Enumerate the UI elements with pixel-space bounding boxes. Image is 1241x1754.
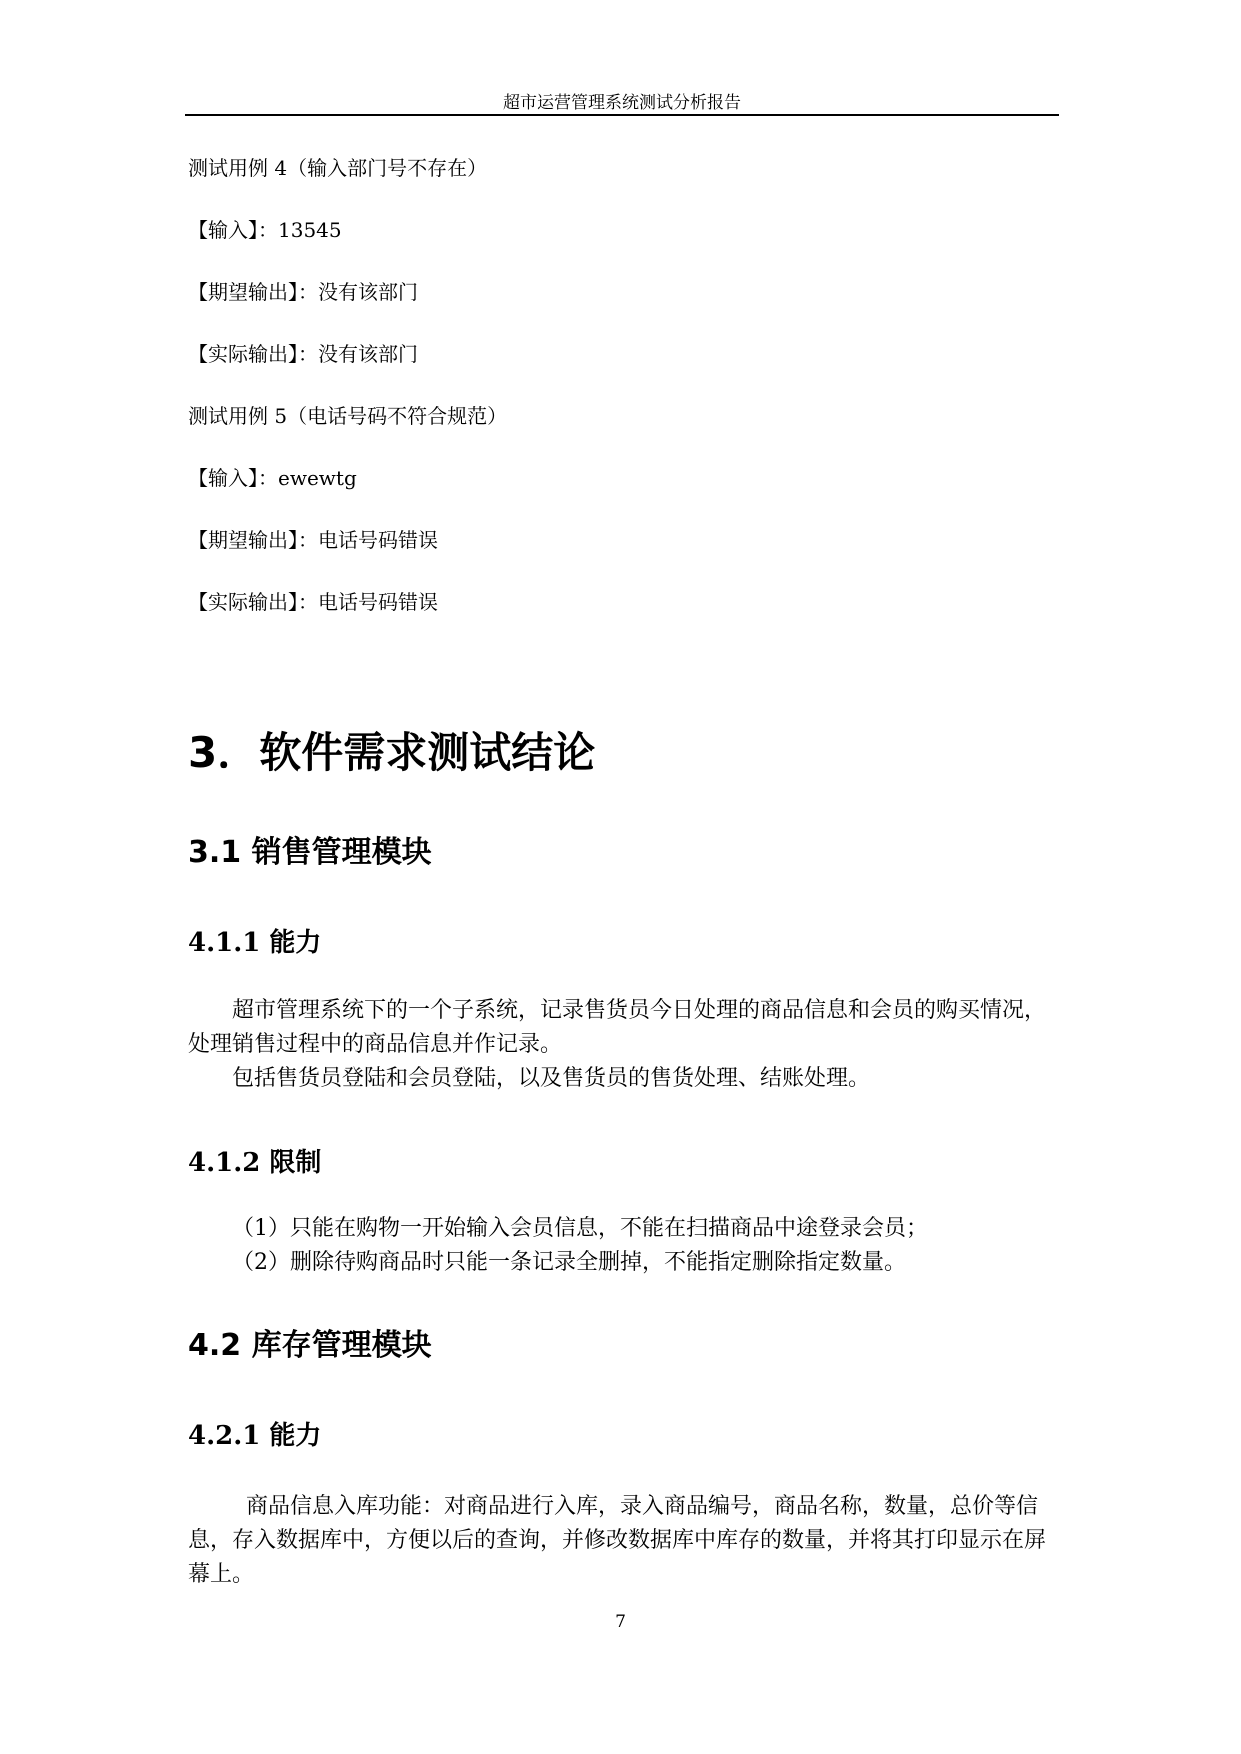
sales-ability-paragraph-1: 超市管理系统下的一个子系统，记录售货员今日处理的商品信息和会员的购买情况，处理销售过程中的商品信息并作记录。 <box>188 998 1047 1057</box>
test-case-4-expected: 【期望输出】：没有该部门 <box>188 280 418 304</box>
test-case-5-expected: 【期望输出】：电话号码错误 <box>188 528 438 552</box>
page-number: 7 <box>615 1612 626 1632</box>
test-case-4-title: 测试用例 4（输入部门号不存在） <box>188 156 488 180</box>
test-case-4-actual: 【实际输出】：没有该部门 <box>188 342 418 366</box>
section-3-heading: 3．软件需求测试结论 <box>188 728 596 777</box>
test-case-5-input: 【输入】：ewewtg <box>188 466 357 490</box>
sales-limit-heading: 4.1.2 限制 <box>188 1148 322 1178</box>
sales-limit-item-1: （1）只能在购物一开始输入会员信息，不能在扫描商品中途登录会员； <box>232 1216 928 1241</box>
sales-ability-heading: 4.1.1 能力 <box>188 928 322 958</box>
inventory-ability-paragraph: 商品信息入库功能：对商品进行入库，录入商品编号，商品名称，数量，总价等信息，存入数据库中，方便以后的查询，并修改数据库中库存的数量，并将其打印显示在屏幕上。 <box>188 1494 1047 1587</box>
sales-module-heading: 3.1 销售管理模块 <box>188 835 432 870</box>
test-case-4-input: 【输入】：13545 <box>188 218 342 242</box>
sales-limit-item-2: （2）删除待购商品时只能一条记录全删掉，不能指定删除指定数量。 <box>232 1250 906 1275</box>
inventory-ability-heading: 4.2.1 能力 <box>188 1421 322 1451</box>
header-rule <box>185 114 1059 116</box>
test-case-5-actual: 【实际输出】：电话号码错误 <box>188 590 438 614</box>
running-header: 超市运营管理系统测试分析报告 <box>503 93 741 113</box>
sales-ability-paragraph-2: 包括售货员登陆和会员登陆，以及售货员的售货处理、结账处理。 <box>232 1066 871 1091</box>
test-case-5-title: 测试用例 5（电话号码不符合规范） <box>188 404 508 428</box>
inventory-module-heading: 4.2 库存管理模块 <box>188 1328 432 1363</box>
